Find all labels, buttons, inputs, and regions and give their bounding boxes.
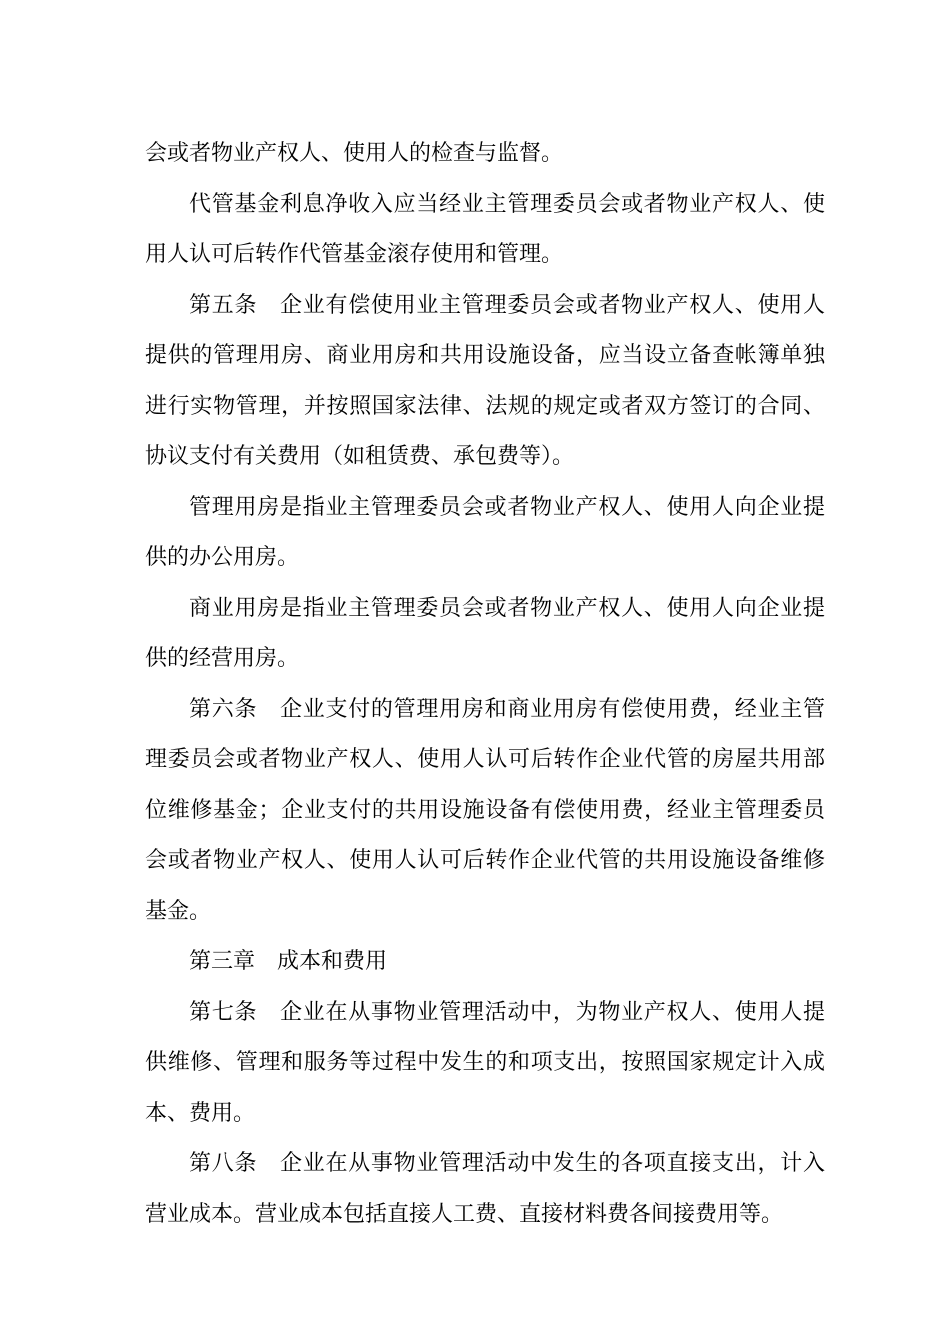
chapter-title: 成本和费用 [277, 949, 388, 974]
article-heading: 第七条 [189, 999, 258, 1025]
article-6 [145, 685, 825, 938]
paragraph-5 [145, 584, 825, 685]
paragraph-text: 企业在从事物业管理活动中发生的各项直接支出，计入营业成本。营业成本包括直接人工费、直接材料费各间接费用等。 [145, 1151, 825, 1227]
article-heading: 第六条 [189, 696, 258, 722]
article-5 [145, 281, 825, 483]
paragraph-text: 企业有偿使用业主管理委员会或者物业产权人、使用人提供的管理用房、商业用房和共用设施设备，应当设立备查帐簿单独进行实物管理，并按照国家法律、法规的规定或者双方签订的合同、协议支付有关费用（如租赁费、承包费等）。 [145, 292, 825, 469]
paragraph-1 [145, 129, 825, 180]
article-heading: 第八条 [189, 1151, 258, 1176]
chapter-number: 第三章 [189, 949, 256, 974]
article-8 [145, 1139, 825, 1240]
paragraph-4 [145, 483, 825, 584]
paragraph-text: 企业在从事物业管理活动中，为物业产权人、使用人提供维修、管理和服务等过程中发生的和项支出，按照国家规定计入成本、费用。 [145, 999, 825, 1126]
article-7 [145, 988, 825, 1140]
paragraph-text: 会或者物业产权人、使用人的检查与监督。 [145, 141, 564, 166]
paragraph-text: 代管基金利息净收入应当经业主管理委员会或者物业产权人、使用人认可后转作代管基金滚存使用和管理。 [145, 191, 825, 267]
document-body [145, 129, 825, 1240]
chapter-3-heading [145, 937, 825, 988]
article-heading: 第五条 [189, 292, 258, 318]
paragraph-text: 商业用房是指业主管理委员会或者物业产权人、使用人向企业提供的经营用房。 [145, 595, 825, 671]
paragraph-text: 管理用房是指业主管理委员会或者物业产权人、使用人向企业提供的办公用房。 [145, 494, 825, 570]
paragraph-text: 企业支付的管理用房和商业用房有偿使用费，经业主管理委员会或者物业产权人、使用人认可后转作企业代管的房屋共用部位维修基金；企业支付的共用设施设备有偿使用费，经业主管理委员会或者物业产权人、使用人认可后转作企业代管的共用设施设备维修基金。 [145, 696, 825, 924]
paragraph-2 [145, 180, 825, 281]
